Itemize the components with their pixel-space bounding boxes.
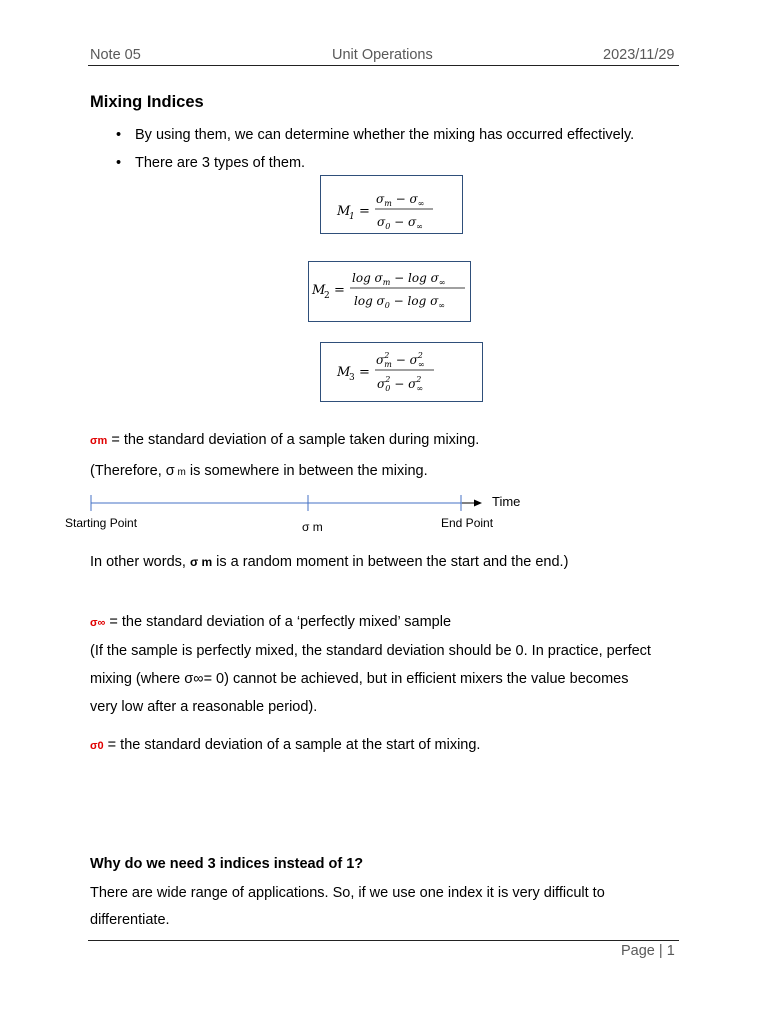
svg-text:=: = [359,204,370,219]
bullet-item: There are 3 types of them. [135,155,306,171]
svg-text:σ2m − σ2∞: $\sigma^2$ $m - \sigma^2$ ∞ [376,351,425,369]
bullet-dot: • [116,127,122,143]
sigma-inf-definition [90,614,451,630]
paragraph-line: mixing (where σ∞= 0) cannot be achieved, but in efficient mixers the value becomes [90,671,629,687]
paragraph-line: (If the sample is perfectly mixed, the standard deviation should be 0. In practice, perfect [90,643,651,659]
sigma-zero-definition [90,737,480,753]
therefore-sub: m [174,467,186,478]
answer-line: There are wide range of applications. So, if we use one index it is very difficult to [90,885,605,901]
svg-text:M: M [337,365,351,380]
bullet-item: By using them, we can determine whether the mixing has occurred effectively. [135,127,635,143]
equation-box-m3 [320,342,483,402]
timeline-axis-label: Time [492,494,521,509]
svg-text:2: 2 [324,291,330,301]
timeline-arrow-icon [474,500,482,507]
paragraph-line: very low after a reasonable period). [90,699,318,715]
equation-box-m2 [308,261,471,322]
svg-text:σ0 − σ∞: $\sigma_0 - \sigma_\infty$ [377,215,423,231]
page-number: Page | 1 [621,943,675,959]
timeline-start-label: Starting Point [65,516,138,530]
other-words-post: is a random moment in between the start and the end.) [212,554,569,570]
footer-divider [88,940,679,941]
sigma-zero-symbol: σ0 [90,740,104,752]
equation-m2 [309,262,470,321]
other-words-bold: σ m [189,555,213,569]
svg-text:M: M [337,204,351,219]
svg-text:log σm − log σ∞: $\log \sigma_m - \log \sigma_\infty$ [352,271,446,287]
svg-text:=: = [359,365,370,380]
timeline-diagram [60,490,540,538]
therefore-line [90,463,428,479]
sigma-m-symbol: σm [90,435,108,447]
sigma-m-text: = the standard deviation of a sample taken during mixing. [107,432,480,448]
header-course-title: Unit Operations [332,47,433,63]
other-words-line [90,554,568,570]
question-heading: Why do we need 3 indices instead of 1? [90,856,364,872]
svg-text:1: 1 [349,212,355,222]
svg-text:=: = [334,283,345,298]
svg-text:M: M [312,283,326,298]
header-note-number: Note 05 [90,47,141,63]
equation-box-m1 [320,175,463,234]
sigma-m-definition [90,432,479,448]
svg-text:log σ0 − log σ∞: $\log \sigma_0 - \log \sigma_\infty$ [354,294,445,310]
other-words-pre: In other words, [90,554,190,570]
svg-text:σm − σ∞: $\sigma_m - \sigma_\infty$ [376,192,425,208]
section-title: Mixing Indices [90,93,204,111]
bullet-dot: • [116,155,122,171]
svg-text:σ20 − σ2∞: $\sigma^2$ $0 - \sigma^2$ ∞ [377,375,424,393]
timeline-end-label: End Point [441,516,494,530]
header-divider [88,65,679,66]
equation-m3 [321,343,482,401]
timeline-middle-label: σ m [302,520,323,534]
svg-text:3: 3 [349,373,355,383]
sigma-inf-symbol: σ∞ [90,617,106,629]
therefore-post: is somewhere in between the mixing. [185,463,428,479]
sigma-zero-text: = the standard deviation of a sample at the start of mixing. [103,737,481,753]
therefore-pre: (Therefore, σ [90,463,175,479]
sigma-inf-text: = the standard deviation of a ‘perfectly mixed’ sample [105,614,452,630]
header-date: 2023/11/29 [603,47,675,63]
equation-m1 [321,176,462,233]
answer-line: differentiate. [90,912,170,928]
